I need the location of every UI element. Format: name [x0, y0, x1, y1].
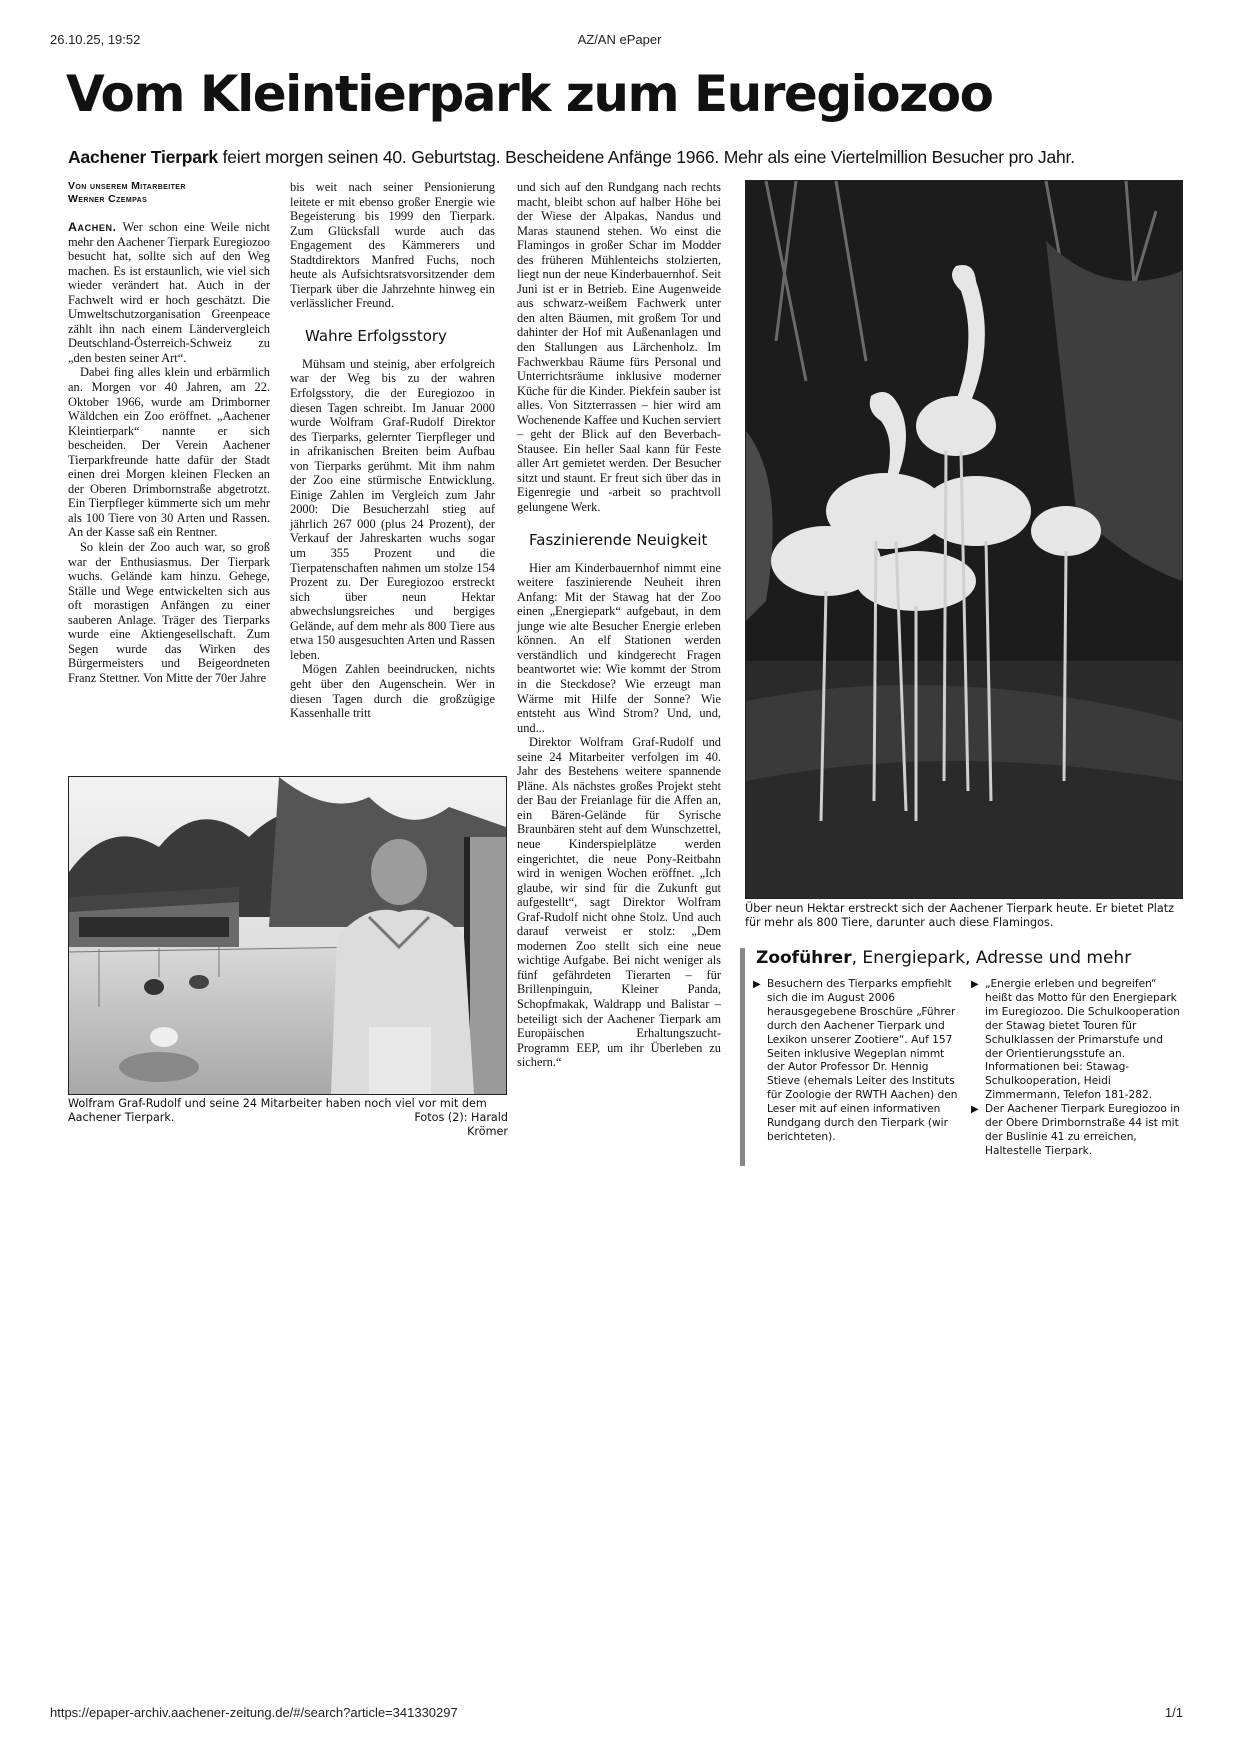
section-heading: Faszinierende Neuigkeit [529, 530, 708, 549]
print-title: AZ/AN ePaper [577, 32, 662, 47]
director-photo [68, 776, 507, 1095]
paragraph: Aachen. Wer schon eine Weile nicht mehr den Aachener Tierpark Euregiozoo besucht hat, sollte sich auf den Weg machen. Es ist erstaunlich, wie viel sich wieder verändert hat. Auch in der Fachwelt wird er hoch geschätzt. Die Umweltschutzorganisation Greenpeace zählt ihn nach einem Ländervergleich Deutschland-Österreich-Schweiz zu „den besten seiner Art“. [68, 220, 270, 365]
info-item: ▶ Der Aachener Tierpark Euregiozoo in der Obere Drimbornstraße 44 ist mit der Buslinie 41 zu erreichen, Haltestelle Tierpark. [971, 1103, 1180, 1157]
triangle-right-icon: ▶ [971, 1104, 979, 1116]
flamingo-photo [745, 180, 1183, 899]
info-box [740, 948, 1185, 1166]
paragraph: Dabei fing alles klein und erbärmlich an. Morgen vor 40 Jahren, am 22. Oktober 1966, wurde am Drimborner Wäldchen ein Zoo eröffnet. „Aachener Kleintierpark“ nannte er sich bescheiden. Der Verein Aachener Tierparkfreunde hatte dafür der Stadt einen drei Morgen kleinen Flecken an der Oberen Drimbornstraße abgetrotzt. Ein Tierpfleger kümmerte sich um mehr als 100 Tiere von 30 Arten und Rassen. An der Kasse saß ein Rentner. [68, 365, 270, 540]
section-heading: Wahre Erfolgsstory [305, 326, 447, 345]
paragraph: bis weit nach seiner Pensionierung leitete er mit ebenso großer Energie wie Begeisterung bis 1999 den Tierpark. Zum Glücksfall wurde auch das Engagement des Kämmerers und Stadtdirektors Manfred Fuchs, noch heute als Aufsichtsratsvorsitzender dem Tierpark über die Jahrzehnte hinweg ein verlässlicher Freund. [290, 180, 495, 311]
info-item: ▶ Besuchern des Tierparks empfiehlt sich die im August 2006 herausgegebene Broschüre „Führer durch den Aachener Tierpark und Lexikon unserer Zootiere“. Auf 157 Seiten inklusive Wegeplan nimmt der Autor Professor Dr. Hennig Stieve (ehemals Leiter des Instituts für Zoologie der RWTH Aachen) den Leser mit auf einen informativen Rundgang durch den Tierpark (wir berichteten). [753, 978, 958, 1143]
photo-credit: Fotos (2): Harald Krömer [414, 1111, 508, 1138]
info-box-title-bold: Zooführer [756, 948, 852, 968]
paragraph: Direktor Wolfram Graf-Rudolf und seine 24 Mitarbeiter verfolgen im 40. Jahr des Bestehens weitere spannende Pläne. Als nächstes großes Projekt steht der Bau der Freianlage für die Affen an, ein Bären-Gelände für Syrische Braunbären steht auf dem Wunschzettel, neue Kinderspielplätze werden eingerichtet, die neue Pony-Reitbahn wird in wenigen Wochen eröffnet. „Ich glaube, wir sind für die Zukunft gut aufgestellt“, sagt Direktor Wolfram Graf-Rudolf nicht ohne Stolz. Und auch darauf verweist er stolz: „Dem modernen Zoo stellt sich eine neue wichtige Aufgabe. Bei nicht weniger als fünf gefährdeten Tierarten – für Brillenpinguin, Kleiner Panda, Schopfmakak, Waldrapp und Balistar – beteiligt sich der Aachener Tierpark am Europäischen Erhaltungszucht-Programm EEP, um ihr Überleben zu sichern.“ [517, 735, 721, 1070]
print-datetime: 26.10.25, 19:52 [50, 32, 141, 47]
byline-line-1: Von unserem Mitarbeiter [68, 180, 186, 192]
triangle-right-icon: ▶ [971, 979, 979, 990]
article-column-2 [290, 180, 495, 721]
print-url: https://epaper-archiv.aachener-zeitung.de/#/search?article=341330297 [50, 1705, 458, 1720]
paragraph: und sich auf den Rundgang nach rechts macht, bleibt schon auf halber Höhe bei der Wiese der Alpakas, Nandus und Maras staunend stehen. Wo einst die Flamingos in großer Schar im Modder des früheren Mühlenteichs stolzierten, liegt nun der neue Kinderbauernhof. Seit Juni ist er in Betrieb. Eine Augenweide aus schwarz-weißem Fachwerk unter den alten Bäumen, mit großem Tor und dahinter der Hof mit Außenanlagen und den Stallungen aus Lärchenholz. Im Fachwerkbau Räume fürs Personal und Unterrichtsräume inklusive moderner Küche für die Kinder. Piekfein sauber ist alles. Von Sitzterrassen – hier wird am Wochenende Kaffee und Kuchen serviert – geht der Blick auf den Beverbach-Stausee. Ein heller Saal kann für Feste aller Art gemietet werden. Der Besucher sitzt und staunt. Er freut sich über das in Eigenregie und -arbeit so prachtvoll gelungene Werk. [517, 180, 721, 515]
info-box-title [756, 948, 1131, 968]
triangle-right-icon: ▶ [753, 979, 761, 990]
info-box-column-1 [753, 978, 963, 1145]
paragraph: Hier am Kinderbauernhof nimmt eine weitere faszinierende Neuheit ihren Anfang: Mit der Stawag hat der Zoo einen „Energiepark“ aufgebaut, in dem junge wie alte Besucher Energie erleben können. An elf Stationen werden verständlich und kindgerecht Fragen beantwortet wie: Wie kommt der Strom in die Steckdose? Wie erzeugt man Wärme mit Hilfe der Sonne? Wie entsteht aus Wind Strom? Und, und, und... [517, 560, 721, 735]
caption-text: Wolfram Graf-Rudolf und seine 24 Mitarbeiter haben noch viel vor mit dem Aachener Tierpark. [68, 1097, 487, 1124]
article-column-1 [68, 180, 270, 686]
info-item: ▶ „Energie erleben und begreifen“ heißt das Motto für den Energiepark im Euregiozoo. Die Schulkooperation der Stawag bietet Touren für Schulklassen der Primarstufe und der Orientierungsstufe an. Informationen bei: Stawag-Schulkooperation, Heidi Zimmermann, Telefon 181-282. [971, 978, 1180, 1102]
paragraph: So klein der Zoo auch war, so groß war der Enthusiasmus. Der Tierpark wuchs. Gelände kam hinzu. Gehege, Ställe und Wege entwickelten sich aus oft morastigen Anfängen zu einer sauberen Anlage. Träger des Tierparks wurde eine Aktiengesellschaft. Zum Segen wurde das Wirken des Bürgermeisters und Beigeordneten Franz Stettner. Von Mitte der 70er Jahre [68, 540, 270, 685]
director-photo-illustration [69, 777, 506, 1094]
info-box-column-2 [971, 978, 1181, 1159]
article-subhead [68, 146, 1188, 168]
article-headline: Vom Kleintierpark zum Euregiozoo [66, 65, 993, 123]
subhead-rest: feiert morgen seinen 40. Geburtstag. Bescheidene Anfänge 1966. Mehr als eine Viertelmillion Besucher pro Jahr. [217, 147, 1075, 167]
article-column-3 [517, 180, 721, 1070]
paragraph: Mögen Zahlen beeindrucken, nichts geht über den Augenschein. Wer in diesen Tagen durch die großzügige Kassenhalle tritt [290, 662, 495, 721]
dateline: Aachen. [68, 220, 117, 234]
flamingo-photo-caption: Über neun Hektar erstreckt sich der Aachener Tierpark heute. Er bietet Platz für mehr als 800 Tiere, darunter auch diese Flamingos. [745, 902, 1174, 929]
flamingo-photo-illustration [746, 181, 1182, 898]
byline-author: Werner Czempas [68, 193, 148, 205]
info-box-title-rest: , Energiepark, Adresse und mehr [851, 948, 1132, 968]
byline [68, 180, 270, 206]
subhead-bold: Aachener Tierpark [68, 147, 218, 167]
paragraph: Mühsam und steinig, aber erfolgreich war der Weg bis zu der wahren Erfolgsstory, die der Euregiozoo in diesen Tagen schreibt. Im Januar 2000 wurde Wolfram Graf-Rudolf Direktor des Tierparks, gelernter Tierpfleger und in afrikanischen Breiten beim Aufbau von Tierparks gerühmt. Mit ihm nahm der Zoo eine stürmische Entwicklung. Einige Zahlen im Vergleich zum Jahr 2000: Die Besucherzahl stieg auf jährlich 267 000 (plus 24 Prozent), der Verkauf der Jahreskarten wuchs sogar um 355 Prozent und die Tierpatenschaften nahmen um stolze 154 Prozent zu. Der Euregiozoo erstreckt sich über neun Hektar abwechslungsreiches und bergiges Gelände, auf dem mehr als 800 Tiere aus etwa 150 ausgesuchten Arten und Rassen leben. [290, 356, 495, 662]
print-page-number: 1/1 [1164, 1705, 1183, 1720]
